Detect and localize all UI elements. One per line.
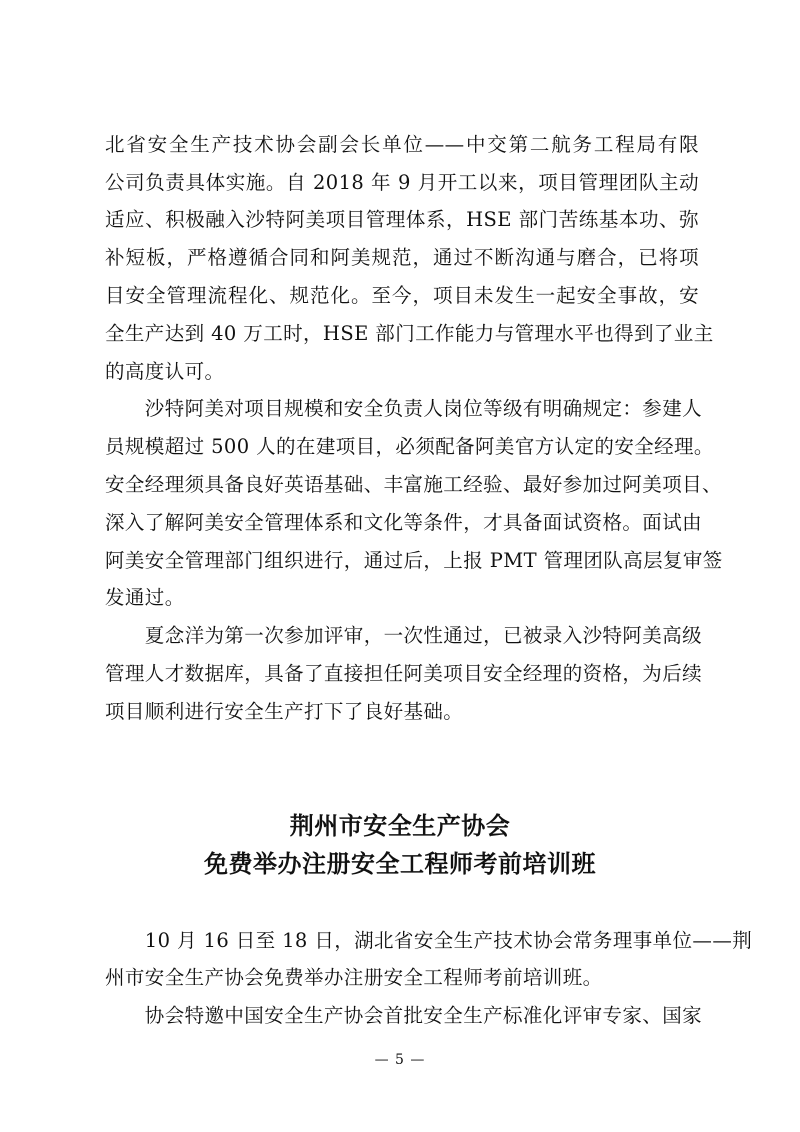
article-2-subtitle: 免费举办注册安全工程师考前培训班 xyxy=(204,850,596,878)
article-2-title: 荆州市安全生产协会 xyxy=(289,812,511,840)
paragraph-line: 安全经理须具备良好英语基础、丰富施工经验、最好参加过阿美项目、 xyxy=(105,473,722,496)
paragraph-line: 州市安全生产协会免费举办注册安全工程师考前培训班。 xyxy=(105,966,603,989)
paragraph-line: 管理人才数据库，具备了直接担任阿美项目安全经理的资格，为后续 xyxy=(105,662,703,685)
paragraph-line: 全生产达到 40 万工时，HSE 部门工作能力与管理水平也得到了业主 xyxy=(105,322,714,345)
paragraph-line: 公司负责具体实施。自 2018 年 9 月开工以来，项目管理团队主动 xyxy=(105,171,699,194)
paragraph-line: 10 月 16 日至 18 日，湖北省安全生产技术协会常务理事单位——荆 xyxy=(105,929,753,952)
paragraph-line: 项目顺利进行安全生产打下了良好基础。 xyxy=(105,700,464,723)
paragraph-line: 目安全管理流程化、规范化。至今，项目未发生一起安全事故，安 xyxy=(105,284,699,307)
paragraph-line: 协会特邀中国安全生产协会首批安全生产标准化评审专家、国家 xyxy=(105,1004,703,1027)
paragraph-line: 夏念洋为第一次参加评审，一次性通过，已被录入沙特阿美高级 xyxy=(105,624,703,647)
paragraph-line: 员规模超过 500 人的在建项目，必须配备阿美官方认定的安全经理。 xyxy=(105,435,714,458)
paragraph-line: 发通过。 xyxy=(105,586,185,609)
paragraph-line: 北省安全生产技术协会副会长单位——中交第二航务工程局有限 xyxy=(105,133,699,156)
paragraph-line: 的高度认可。 xyxy=(105,360,225,383)
paragraph-line: 补短板，严格遵循合同和阿美规范，通过不断沟通与磨合，已将项 xyxy=(105,246,699,269)
paragraph-line: 适应、积极融入沙特阿美项目管理体系，HSE 部门苦练基本功、弥 xyxy=(105,208,699,231)
paragraph-line: 深入了解阿美安全管理体系和文化等条件，才具备面试资格。面试由 xyxy=(105,511,703,534)
paragraph-line: 阿美安全管理部门组织进行，通过后，上报 PMT 管理团队高层复审签 xyxy=(105,549,723,572)
paragraph-line: 沙特阿美对项目规模和安全负责人岗位等级有明确规定：参建人 xyxy=(105,397,703,420)
page-number: — 5 — xyxy=(374,1052,426,1068)
